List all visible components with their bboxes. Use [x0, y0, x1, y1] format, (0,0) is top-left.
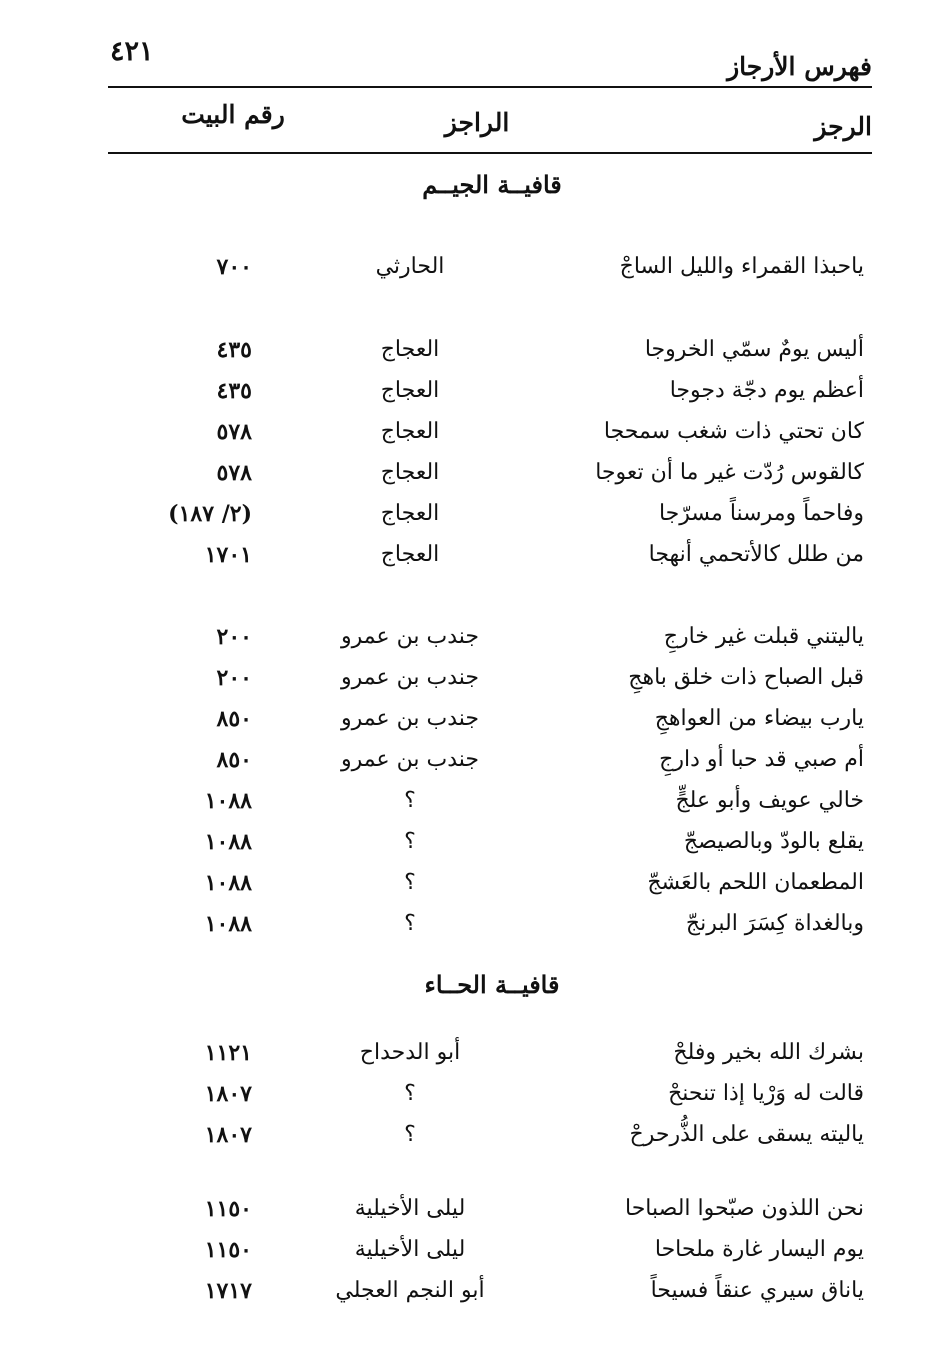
index-entry [0, 624, 934, 664]
index-entry [0, 1081, 934, 1121]
poet-name: جندب بن عمرو [341, 624, 479, 649]
column-header-number: رقم البيت [181, 100, 285, 129]
index-entry [0, 1040, 934, 1080]
index-entry [0, 829, 934, 869]
index-entry [0, 706, 934, 746]
index-entry [0, 1196, 934, 1236]
index-entry [0, 378, 934, 418]
verse-number: ١٨٠٧ [204, 1081, 252, 1107]
index-entry [0, 1237, 934, 1277]
verse-number: ٥٧٨ [216, 419, 252, 445]
poet-name: أبو النجم العجلي [335, 1278, 485, 1303]
verse-text: نحن اللذون صبّحوا الصباحا [624, 1196, 864, 1221]
poet-name: جندب بن عمرو [341, 665, 479, 690]
verse-number: ١٨٠٧ [204, 1122, 252, 1148]
verse-text: كان تحتي ذات شغب سمحجا [603, 419, 864, 444]
column-header-verse: الرجز [814, 112, 872, 141]
index-entry [0, 1122, 934, 1162]
index-entry [0, 870, 934, 910]
poet-name: العجاج [380, 542, 440, 567]
verse-text: يقلع بالودّ وبالصيصجّ [683, 829, 864, 854]
index-entry [0, 501, 934, 541]
verse-number: ١٠٨٨ [204, 829, 252, 855]
verse-number: ١٠٨٨ [204, 870, 252, 896]
verse-text: كالقوس رُدّت غير ما أن تعوجا [595, 460, 864, 485]
poet-name: ليلى الأخيلية [354, 1196, 466, 1221]
index-entry [0, 460, 934, 500]
poet-name: ؟ [404, 829, 416, 854]
verse-number: ١١٢١ [204, 1040, 252, 1066]
verse-text: وبالغداة كِسَرَ البرنجّ [685, 911, 864, 936]
poet-name: العجاج [380, 460, 440, 485]
verse-number: ٤٣٥ [216, 337, 252, 363]
verse-number: ١١٥٠ [204, 1237, 252, 1263]
index-entry [0, 254, 934, 294]
verse-text: ياليته يسقى على الذُّرحرحْ [629, 1122, 864, 1147]
poet-name: ؟ [404, 1122, 416, 1147]
poet-name: العجاج [380, 378, 440, 403]
verse-number: ٥٧٨ [216, 460, 252, 486]
verse-text: قالت له وَرْيا إذا تنحنحْ [668, 1081, 864, 1106]
poet-name: ؟ [404, 788, 416, 813]
verse-number: ١٧١٧ [204, 1278, 252, 1304]
verse-text: وفاحماً ومرسناً مسرّجا [658, 501, 864, 526]
verse-number: ٨٥٠ [216, 706, 252, 732]
verse-number: ١١٥٠ [204, 1196, 252, 1222]
column-header-poet: الراجز [444, 108, 510, 137]
poet-name: أبو الدحداح [359, 1040, 461, 1065]
verse-text: يارب بيضاء من العواهجِ [654, 706, 864, 731]
poet-name: العجاج [380, 419, 440, 444]
index-entry [0, 788, 934, 828]
poet-name: ؟ [404, 1081, 416, 1106]
index-entry [0, 1278, 934, 1318]
section-title-ha: قافيــة الحــاء [424, 970, 560, 999]
poet-name: العجاج [380, 501, 440, 526]
verse-text: بشرك الله بخير وفلحْ [673, 1040, 864, 1065]
index-entry [0, 542, 934, 582]
verse-number: ٧٠٠ [216, 254, 252, 280]
verse-text: قبل الصباح ذات خلق باهجِ [628, 665, 864, 690]
verse-text: يوم اليسار غارة ملحاحا [654, 1237, 864, 1262]
poet-name: جندب بن عمرو [341, 706, 479, 731]
verse-number: ٨٥٠ [216, 747, 252, 773]
verse-number: ٢٠٠ [216, 665, 252, 691]
index-entry [0, 337, 934, 377]
verse-text: أليس يومٌ سمّي الخروجا [644, 337, 864, 362]
verse-number: (٢/ ١٨٧) [168, 501, 252, 527]
poet-name: العجاج [380, 337, 440, 362]
verse-number: ١٧٠١ [204, 542, 252, 568]
poet-name: ؟ [404, 911, 416, 936]
verse-text: المطعمان اللحم بالعَشجّ [647, 870, 864, 895]
poet-name: ليلى الأخيلية [354, 1237, 466, 1262]
verse-text: من طلل كالأتحمي أنهجا [648, 542, 864, 567]
verse-text: خالي عويف وأبو علجٍّ [675, 788, 864, 813]
verse-text: ياحبذا القمراء والليل الساجْ [619, 254, 864, 279]
index-entry [0, 665, 934, 705]
index-entry [0, 911, 934, 951]
index-entry [0, 419, 934, 459]
verse-number: ٤٣٥ [216, 378, 252, 404]
header-bottom-rule [108, 152, 872, 154]
verse-text: ياناق سيري عنقاً فسيحاً [650, 1278, 864, 1303]
verse-text: أم صبي قد حبا أو دارجِ [659, 747, 864, 772]
poet-name: الحارثي [375, 254, 445, 279]
running-title: فهرس الأرجاز [727, 52, 872, 81]
verse-text: أعظم يوم دجّة دجوجا [669, 378, 864, 403]
index-entry [0, 747, 934, 787]
page-number: ٤٢١ [110, 36, 154, 67]
verse-number: ١٠٨٨ [204, 788, 252, 814]
poet-name: جندب بن عمرو [341, 747, 479, 772]
top-rule [108, 86, 872, 88]
verse-text: ياليتني قبلت غير خارجِ [663, 624, 864, 649]
poet-name: ؟ [404, 870, 416, 895]
verse-number: ١٠٨٨ [204, 911, 252, 937]
section-title-jim: قافيــة الجيــم [422, 170, 562, 199]
verse-number: ٢٠٠ [216, 624, 252, 650]
